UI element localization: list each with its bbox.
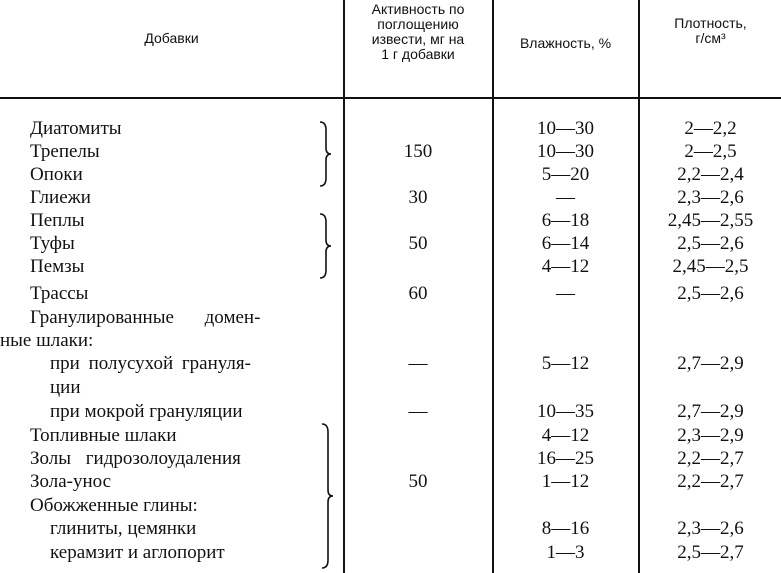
header-density-line-2: г/см³: [695, 30, 726, 46]
header-additive: Добавки: [144, 30, 199, 46]
row-name: Трепелы: [30, 141, 100, 162]
header-activity-line-2: поглощению: [377, 16, 459, 32]
row-name: Опоки: [30, 164, 83, 185]
row-activity: 50: [408, 471, 428, 492]
header-density-line-1: Плотность,: [674, 15, 747, 31]
row-density: 2,7—2,9: [677, 353, 744, 374]
row-density: 2,2—2,7: [677, 448, 744, 469]
row-moisture: 4—12: [541, 425, 590, 446]
row-moisture: 6—14: [541, 233, 590, 254]
row-name: при полусухой грануля-: [50, 353, 251, 374]
row-name: Зола-унос: [30, 471, 112, 492]
row-name: Гранулированные домен-: [30, 307, 261, 328]
header-activity-line-3: извести, мг на: [371, 31, 465, 47]
header-activity-line-1: Активность по: [371, 1, 465, 17]
row-density: 2,2—2,4: [677, 164, 744, 185]
row-name: Трассы: [30, 283, 89, 304]
header-density: [640, 16, 781, 46]
row-activity: —: [408, 353, 428, 374]
row-name: ные шлаки:: [0, 330, 94, 351]
row-name: Золы гидрозолоудаления: [30, 448, 241, 469]
brace-group-2: [318, 212, 332, 280]
row-moisture: 5—12: [541, 353, 590, 374]
row-name: Обожженные глины:: [30, 495, 198, 516]
row-density: 2,3—2,6: [677, 187, 744, 208]
row-density: 2,3—2,6: [677, 518, 744, 539]
row-density: 2,3—2,9: [677, 425, 744, 446]
row-moisture: 4—12: [541, 256, 590, 277]
row-activity: 50: [408, 233, 428, 254]
brace-group-1: [318, 120, 332, 188]
row-moisture: 10—30: [537, 118, 594, 139]
row-density: 2,7—2,9: [677, 401, 744, 422]
row-density: 2,5—2,6: [677, 233, 744, 254]
row-moisture: 5—20: [541, 164, 590, 185]
row-moisture: 10—35: [537, 401, 594, 422]
row-density: 2,2—2,7: [677, 471, 744, 492]
row-density: 2,5—2,7: [677, 542, 744, 563]
row-moisture: 8—16: [541, 518, 590, 539]
row-name: Пемзы: [30, 256, 85, 277]
row-name: Топливные шлаки: [30, 425, 177, 446]
row-moisture: 6—18: [541, 210, 590, 231]
row-activity: —: [408, 401, 428, 422]
header-activity: [345, 2, 491, 62]
row-name: Пеплы: [30, 210, 85, 231]
row-density: 2,45—2,5: [672, 256, 749, 277]
row-name: Диатомиты: [30, 118, 122, 139]
row-activity: 150: [403, 141, 433, 162]
row-activity: 30: [408, 187, 428, 208]
row-moisture: 10—30: [537, 141, 594, 162]
row-activity: 60: [408, 283, 428, 304]
header-moisture: Влажность, %: [519, 35, 612, 51]
row-name: ции: [50, 377, 81, 398]
header-divider: [0, 97, 781, 99]
row-moisture: 1—12: [541, 471, 590, 492]
row-moisture: —: [556, 187, 575, 208]
row-density: 2—2,2: [684, 118, 737, 139]
brace-group-3: [320, 422, 334, 570]
row-name: Глиежи: [30, 187, 91, 208]
row-name: при мокрой грануляции: [50, 401, 243, 422]
row-density: 2—2,5: [684, 141, 737, 162]
row-density: 2,5—2,6: [677, 283, 744, 304]
row-name: керамзит и аглопорит: [50, 542, 225, 563]
row-moisture: 16—25: [537, 448, 594, 469]
row-name: глиниты, цемянки: [50, 518, 197, 539]
header-activity-line-4: 1 г добавки: [381, 46, 455, 62]
row-name: Туфы: [30, 233, 75, 254]
row-moisture: 1—3: [546, 542, 585, 563]
row-moisture: —: [556, 283, 575, 304]
row-density: 2,45—2,55: [667, 210, 754, 231]
